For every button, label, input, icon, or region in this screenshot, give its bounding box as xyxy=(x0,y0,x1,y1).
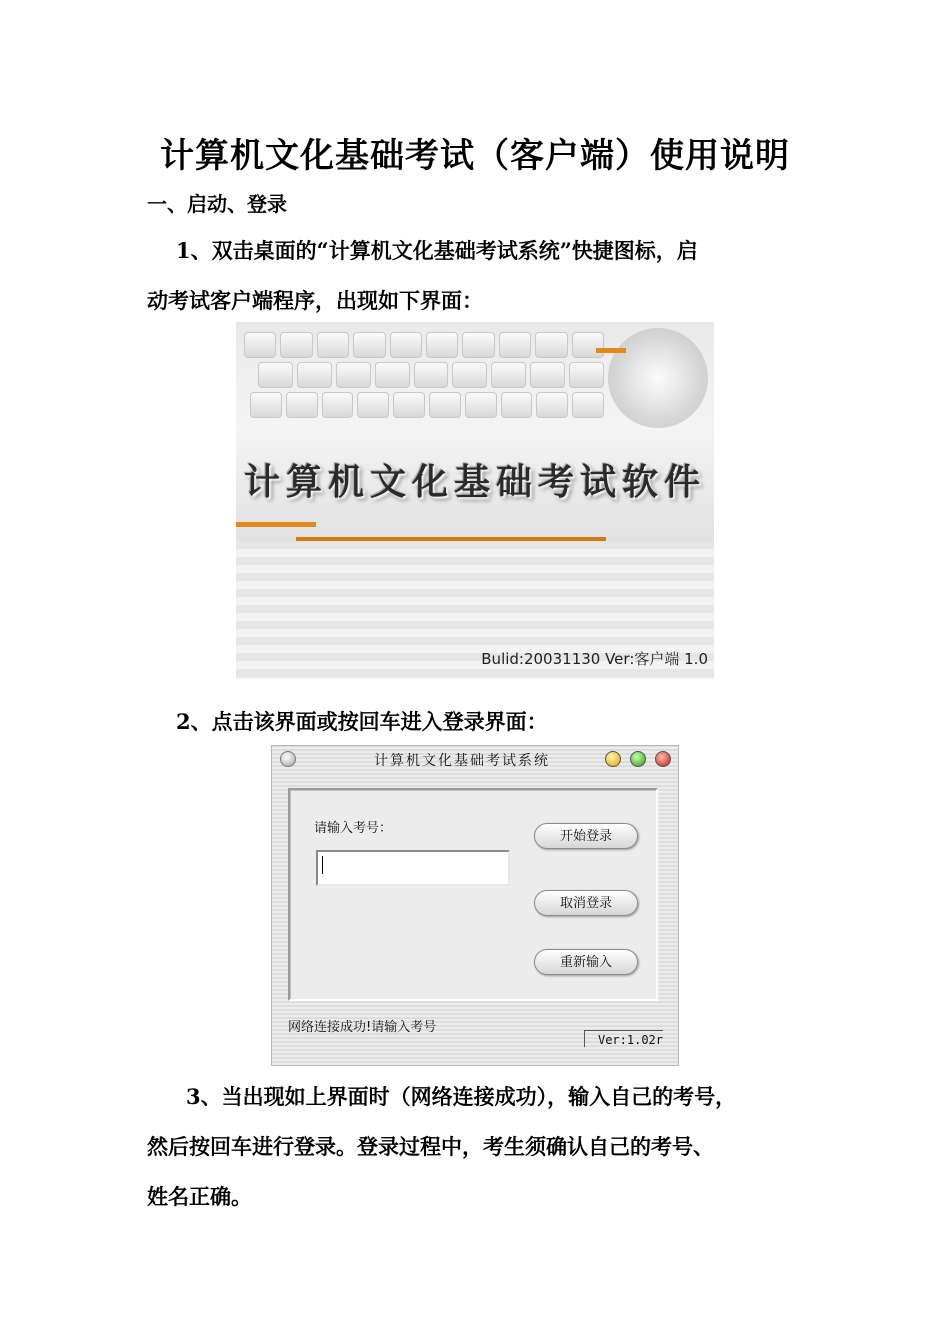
keyboard-graphic xyxy=(244,332,604,358)
page-title: 计算机文化基础考试（客户端）使用说明 xyxy=(160,136,790,176)
accent-stripe xyxy=(236,522,316,527)
status-text: 网络连接成功!请输入考号 xyxy=(288,1020,437,1035)
window-title: 计算机文化基础考试系统 xyxy=(374,753,550,769)
text-caret xyxy=(322,856,323,874)
step-3-text-line2: 然后按回车进行登录。登录过程中，考生须确认自己的考号、 xyxy=(147,1134,714,1159)
minimize-icon[interactable] xyxy=(605,751,621,767)
section-heading: 一、启动、登录 xyxy=(147,192,287,216)
step-3-text-line3: 姓名正确。 xyxy=(147,1184,252,1209)
splash-title: 计算机文化基础考试软件 xyxy=(243,462,706,503)
start-login-button[interactable]: 开始登录 xyxy=(534,823,638,849)
step-2-text: 2、点击该界面或按回车进入登录界面： xyxy=(176,709,548,734)
lens-graphic xyxy=(608,328,708,428)
login-panel xyxy=(288,788,658,1001)
cancel-login-button[interactable]: 取消登录 xyxy=(534,890,638,916)
accent-stripe xyxy=(296,537,606,541)
version-label: Ver:1.02r xyxy=(584,1030,663,1047)
window-titlebar xyxy=(272,746,678,772)
reset-input-button[interactable]: 重新输入 xyxy=(534,949,638,975)
login-window xyxy=(271,745,679,1066)
step-3-text-line1: 3、当出现如上界面时（网络连接成功），输入自己的考号， xyxy=(186,1084,737,1109)
exam-number-input[interactable] xyxy=(316,850,510,886)
close-icon[interactable] xyxy=(655,751,671,767)
exam-number-label: 请输入考号： xyxy=(314,821,393,836)
splash-build-info: Bulid:20031130 Ver:客户端 1.0 xyxy=(481,650,708,668)
accent-stripe xyxy=(596,348,626,353)
step-1-text-line2: 动考试客户端程序，出现如下界面： xyxy=(147,288,483,313)
splash-screenshot xyxy=(236,322,714,679)
maximize-icon[interactable] xyxy=(630,751,646,767)
step-1-text-line1: 1、双击桌面的“计算机文化基础考试系统”快捷图标，启 xyxy=(176,238,698,263)
